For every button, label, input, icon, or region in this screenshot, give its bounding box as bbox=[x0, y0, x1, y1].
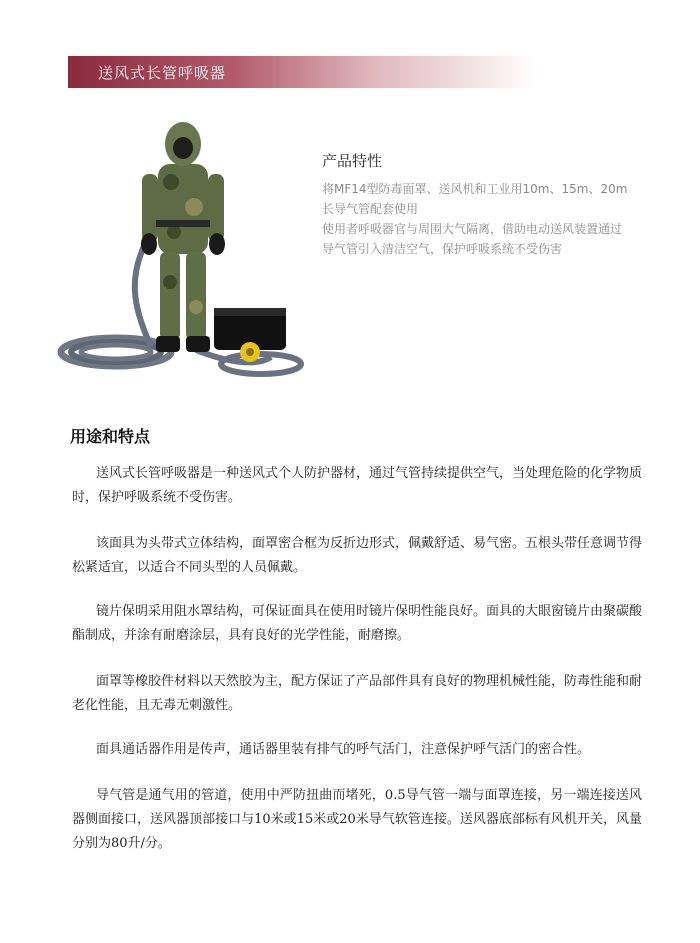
usage-paragraph-5: 面具通话器作用是传声，通话器里装有排气的呼气活门，注意保护呼气活门的密合性。 bbox=[96, 742, 591, 757]
page-title: 送风式长管呼吸器 bbox=[98, 64, 227, 82]
usage-paragraph-2: 该面具为头带式立体结构，面罩密合框为反折边形式，佩戴舒适、易气密。五根头带任意调节得松紧适宜，以适合不同头型的人员佩戴。 bbox=[72, 536, 643, 575]
features-line-4: 导气管引入清洁空气，保护呼吸系统不受伤害 bbox=[322, 242, 563, 256]
features-heading: 产品特性 bbox=[322, 152, 383, 170]
features-line-3: 使用者呼吸器官与周围大气隔离，借助电动送风装置通过 bbox=[322, 222, 623, 236]
features-line-1: 将MF14型防毒面罩、送风机和工业用10m、15m、20m bbox=[322, 182, 628, 196]
usage-paragraph-4: 面罩等橡胶件材料以天然胶为主，配方保证了产品部件具有良好的物理机械性能，防毒性能和耐老化性能，且无毒无刺激性。 bbox=[72, 674, 643, 713]
features-line-2: 长导气管配套使用 bbox=[322, 202, 419, 216]
product-features bbox=[322, 150, 642, 259]
usage-paragraph-1: 送风式长管呼吸器是一种送风式个人防护器材，通过气管持续提供空气，当处理危险的化学物质时，保护呼吸系统不受伤害。 bbox=[72, 466, 643, 505]
usage-heading: 用途和特点 bbox=[70, 427, 151, 446]
product-photo bbox=[56, 112, 306, 392]
usage-paragraph-3: 镜片保明采用阻水罩结构，可保证面具在使用时镜片保明性能良好。面具的大眼窗镜片由聚碳酸酯制成，并涂有耐磨涂层，具有良好的光学性能，耐磨擦。 bbox=[72, 604, 643, 643]
usage-paragraph-6: 导气管是通气用的管道，使用中严防扭曲而堵死，0.5导气管一端与面罩连接，另一端连接送风器侧面接口，送风器顶部接口与10米或15米或20米导气软管连接。送风器底部标有风机开关，风量分别为80升/分。 bbox=[72, 788, 642, 851]
title-bar bbox=[68, 56, 538, 88]
